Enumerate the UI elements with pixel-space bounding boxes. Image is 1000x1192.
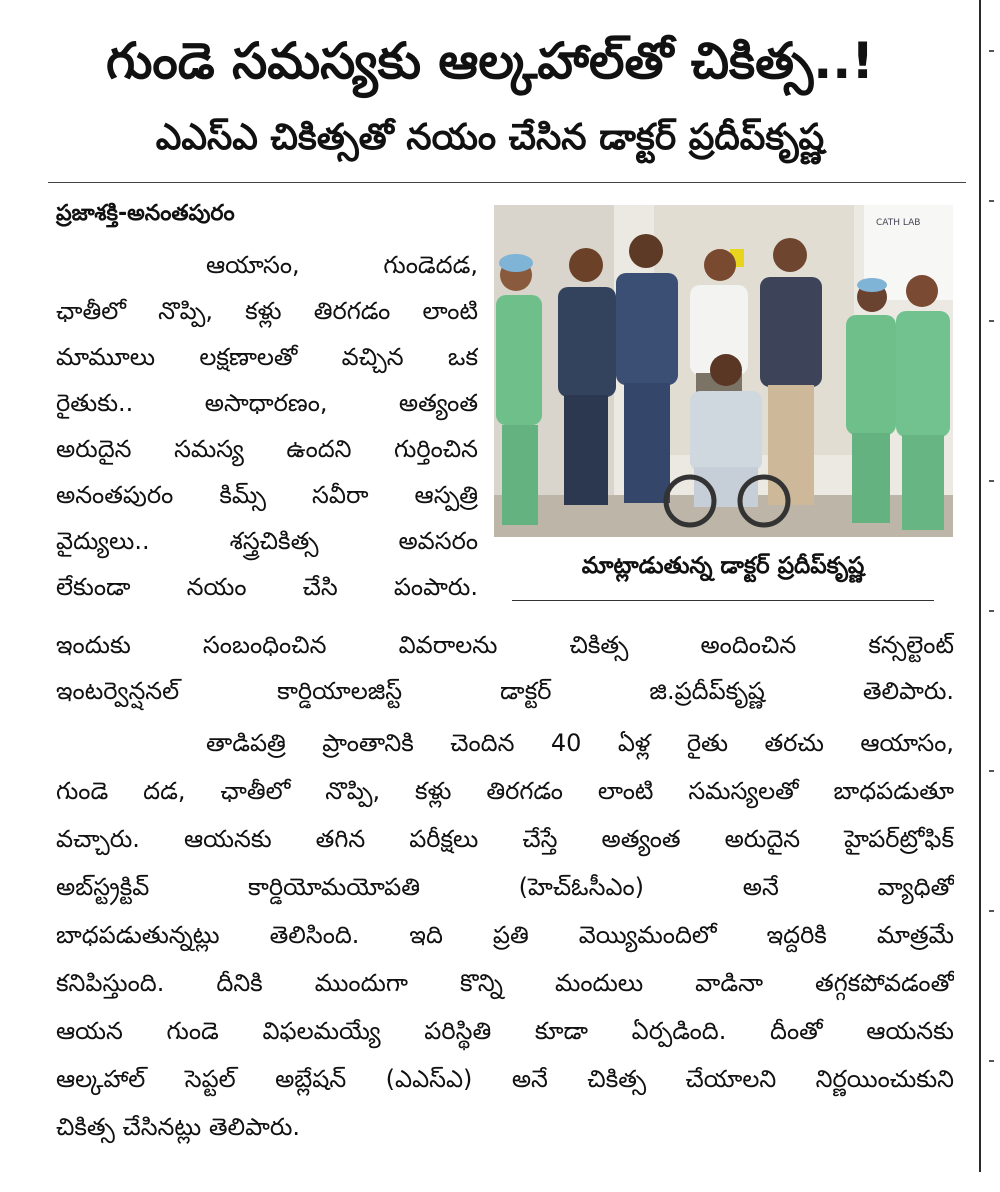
body-line: చికిత్స చేసినట్లు తెలిపారు.	[56, 1113, 301, 1141]
body-line: తాడిపత్రి ప్రాంతానికి చెందిన 40 ఏళ్ల రైతు తరచు ఆయాసం,	[206, 729, 954, 757]
body-line: ఛాతీలో నొప్పి, కళ్లు తిరగడం లాంటి	[56, 297, 478, 325]
body-line: వచ్చారు. ఆయనకు తగిన పరీక్షలు చేస్తే అత్యంత అరుదైన హైపర్‌ట్రోఫిక్‌	[56, 825, 954, 853]
body-line: అరుదైన సమస్య ఉందని గుర్తించిన	[56, 435, 478, 463]
dateline: ప్రజాశక్తి-అనంతపురం	[56, 201, 235, 226]
body-line: ఇంటర్వెన్షనల్‌ కార్డియాలజిస్ట్‌ డాక్టర్‌ జి.ప్రదీప్‌కృష్ణ తెలిపారు.	[56, 677, 954, 705]
headline-rule	[48, 182, 966, 183]
body-line: రైతుకు.. అసాధారణం, అత్యంత	[56, 389, 478, 417]
body-line: లేకుండా నయం చేసి పంపారు.	[56, 573, 478, 601]
headline: గుండె సమస్యకు ఆల్కహాల్‌తో చికిత్స..!	[105, 32, 875, 90]
photo-caption: మాట్లాడుతున్న డాక్టర్‌ ప్రదీప్‌కృష్ణ	[581, 553, 865, 579]
body-line: ఆల్కహాల్‌ సెప్టల్‌ అబ్లేషన్‌ (ఎఎస్‌ఎ) అనే చికిత్స చేయాలని నిర్ణయించుకుని	[56, 1065, 954, 1093]
news-photo	[494, 205, 953, 537]
subheadline: ఎఎస్‌ఎ చికిత్సతో నయం చేసిన డాక్టర్‌ ప్రదీప్‌కృష్ణ	[155, 117, 825, 158]
body-line: ఆయన గుండె విఫలమయ్యే పరిస్థితి కూడా ఏర్పడింది. దీంతో ఆయనకు	[56, 1017, 954, 1045]
body-line: గుండె దడ, ఛాతీలో నొప్పి, కళ్లు తిరగడం లాంటి సమస్యలతో బాధపడుతూ	[56, 777, 954, 805]
column-divider-rule	[979, 0, 981, 1172]
body-line: ఇందుకు సంబంధించిన వివరాలను చికిత్స అందించిన కన్సల్టెంట్‌	[56, 631, 954, 659]
photo-signage: CATH LAB	[876, 218, 921, 228]
body-line: మామూలు లక్షణాలతో వచ్చిన ఒక	[56, 343, 478, 371]
photo-illustration	[494, 205, 953, 537]
body-line: అనంతపురం కిమ్స్‌ సవీరా ఆస్పత్రి	[56, 481, 478, 509]
body-line: కనిపిస్తుంది. దీనికి ముందుగా కొన్ని మందులు వాడినా తగ్గకపోవడంతో	[56, 969, 954, 997]
adjacent-column-edge	[989, 10, 995, 1160]
caption-rule	[512, 600, 934, 601]
body-line: అబ్‌స్ట్రక్టివ్‌ కార్డియోమయోపతి (హెచ్‌ఓసీఎం) అనే వ్యాధితో	[56, 873, 954, 901]
body-line: వైద్యులు.. శస్త్రచికిత్స అవసరం	[56, 527, 478, 555]
body-line: ఆయాసం, గుండెదడ,	[206, 251, 478, 279]
body-line: బాధపడుతున్నట్లు తెలిసింది. ఇది ప్రతి వెయ్యిమందిలో ఇద్దరికి మాత్రమే	[56, 921, 954, 949]
